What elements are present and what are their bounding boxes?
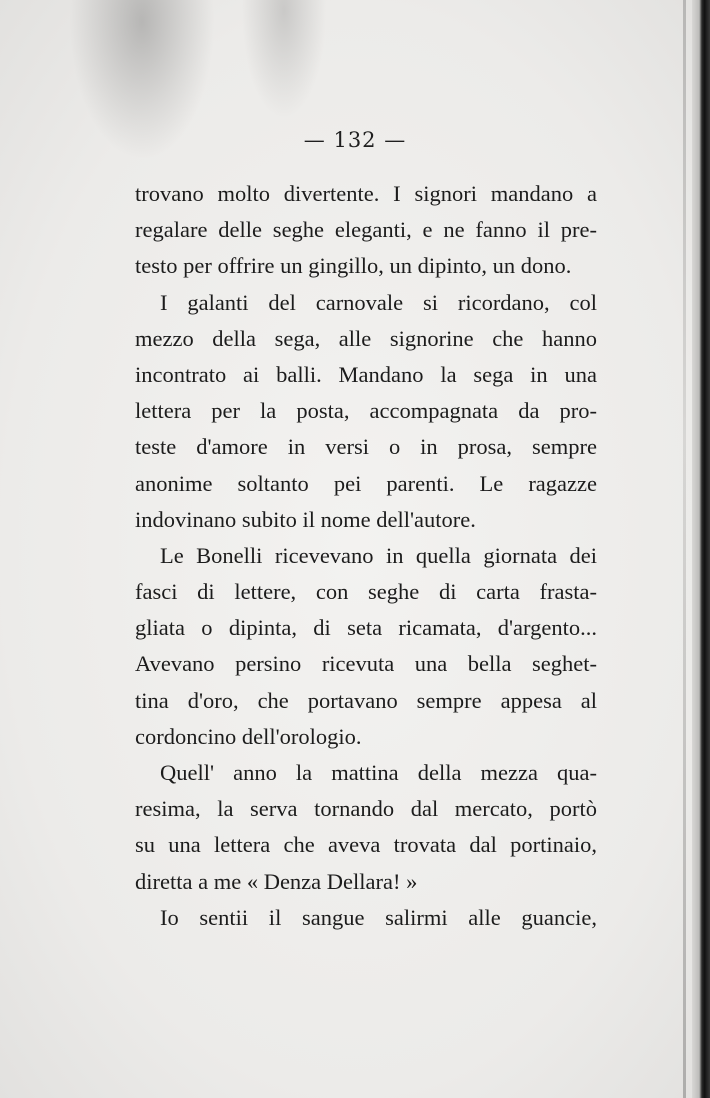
text-line: incontrato ai balli. Mandano la sega in una — [135, 361, 597, 387]
text-line: teste d'amore in versi o in prosa, sempre — [135, 434, 597, 460]
text-line: lettera per la posta, accompagnata da pro- — [135, 398, 597, 424]
body-text — [135, 176, 597, 936]
text-line: Le Bonelli ricevevano in quella giornata dei — [160, 542, 597, 568]
text-line: anonime soltanto pei parenti. Le ragazze — [135, 470, 597, 496]
text-line: mezzo della sega, alle signorine che hanno — [135, 325, 597, 351]
text-line: I galanti del carnovale si ricordano, col — [160, 289, 597, 315]
text-line: testo per offrire un gingillo, un dipinto, un dono. — [135, 253, 572, 279]
text-line: cordoncino dell'orologio. — [135, 723, 362, 749]
text-line: regalare delle seghe eleganti, e ne fanno il pre- — [135, 217, 597, 243]
page-edge — [692, 0, 710, 1098]
text-line: resima, la serva tornando dal mercato, portò — [135, 796, 597, 822]
text-line: Quell' anno la mattina della mezza qua- — [160, 760, 597, 785]
text-line: su una lettera che aveva trovata dal portinaio, — [135, 832, 597, 858]
text-line: trovano molto divertente. I signori mandano a — [135, 181, 597, 206]
text-line: gliata o dipinta, di seta ricamata, d'argento... — [135, 615, 597, 641]
text-line: Io sentii il sangue salirmi alle guancie, — [160, 904, 597, 930]
text-line: tina d'oro, che portavano sempre appesa al — [135, 687, 597, 713]
page-number: — 132 — — [303, 128, 407, 152]
text-line: Avevano persino ricevuta una bella seghet- — [135, 651, 597, 677]
text-line: fasci di lettere, con seghe di carta frasta- — [135, 579, 597, 605]
text-line: diretta a me « Denza Dellara! » — [135, 868, 418, 894]
text-line: indovinano subito il nome dell'autore. — [135, 506, 476, 532]
page-binding-shadow — [683, 0, 686, 1098]
